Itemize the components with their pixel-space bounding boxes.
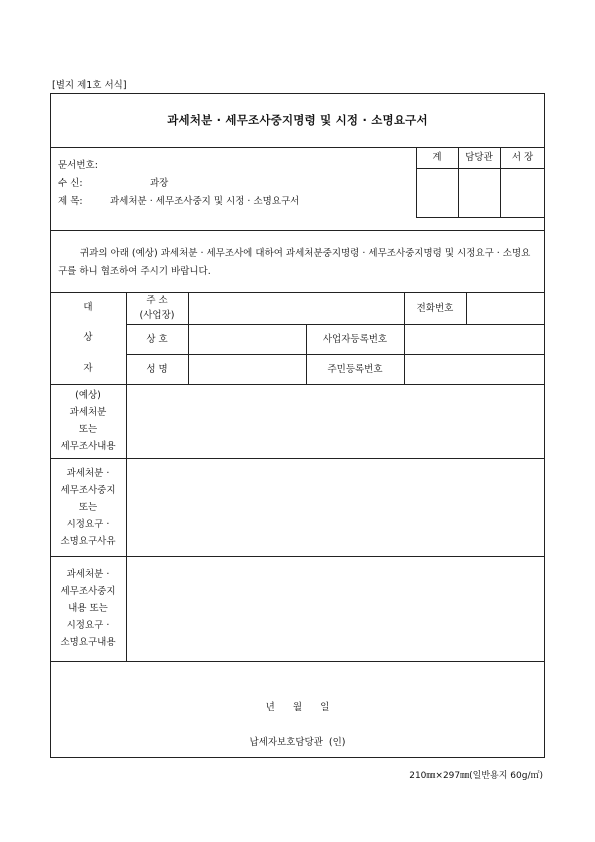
phone-label: 전화번호 <box>416 302 454 314</box>
phone-value-divider <box>466 292 467 324</box>
date-line: 년 월 일 <box>265 701 330 713</box>
approval-col-chief: 서 장 <box>511 152 534 163</box>
target-label-3: 자 <box>83 362 93 374</box>
subject-label: 제 목: <box>58 196 83 207</box>
paper-spec: 210㎜×297㎜(일반용지 60g/㎡) <box>409 771 543 781</box>
divider-section-3 <box>50 661 545 662</box>
request-body-text: 귀과의 아래 (예상) 과세처분 · 세무조사에 대하여 과세처분중지명령 · 세무조사중지명령 및 시정요구 · 소명요구를 하니 협조하여 주시기 바랍니다. <box>58 248 531 277</box>
target-label-1: 대 <box>83 301 93 313</box>
resident-reg-label: 주민등록번호 <box>327 363 383 375</box>
recipient-value: 과장 <box>150 178 169 189</box>
address-label: 주 소 <box>146 294 168 306</box>
section-content-label: 과세처분 · 세무조사중지 내용 또는 시정요구 · 소명요구내용 <box>60 569 116 648</box>
section-expected-disposition-label: (예상) 과세처분 또는 세무조사내용 <box>60 390 116 452</box>
form-number-label: [별지 제1호 서식] <box>52 80 127 91</box>
divider-header <box>50 230 545 231</box>
address-sub-label: (사업장) <box>139 310 175 321</box>
recipient-label: 수 신: <box>58 178 83 189</box>
approval-bottom-border <box>416 217 545 218</box>
field-label-divider <box>188 292 189 384</box>
approval-header-divider <box>416 168 545 169</box>
target-label-2: 상 <box>83 331 93 343</box>
section-reason-label: 과세처분 · 세무조사중지 또는 시정요구 · 소명요구사유 <box>60 467 116 547</box>
form-title: 과세처분 · 세무조사중지명령 및 시정 · 소명요구서 <box>167 113 428 127</box>
name-label: 성 명 <box>146 363 168 375</box>
signature-line: 납세자보호담당관 (인) <box>249 736 346 748</box>
subject-value: 과세처분 · 세무조사중지 및 시정 · 소명요구서 <box>110 196 300 207</box>
company-label: 상 호 <box>146 333 168 345</box>
business-reg-label: 사업자등록번호 <box>322 333 388 345</box>
approval-col-officer: 담당관 <box>465 152 493 163</box>
approval-col-clerk: 계 <box>432 152 442 163</box>
doc-number-label: 문서번호: <box>58 160 98 171</box>
